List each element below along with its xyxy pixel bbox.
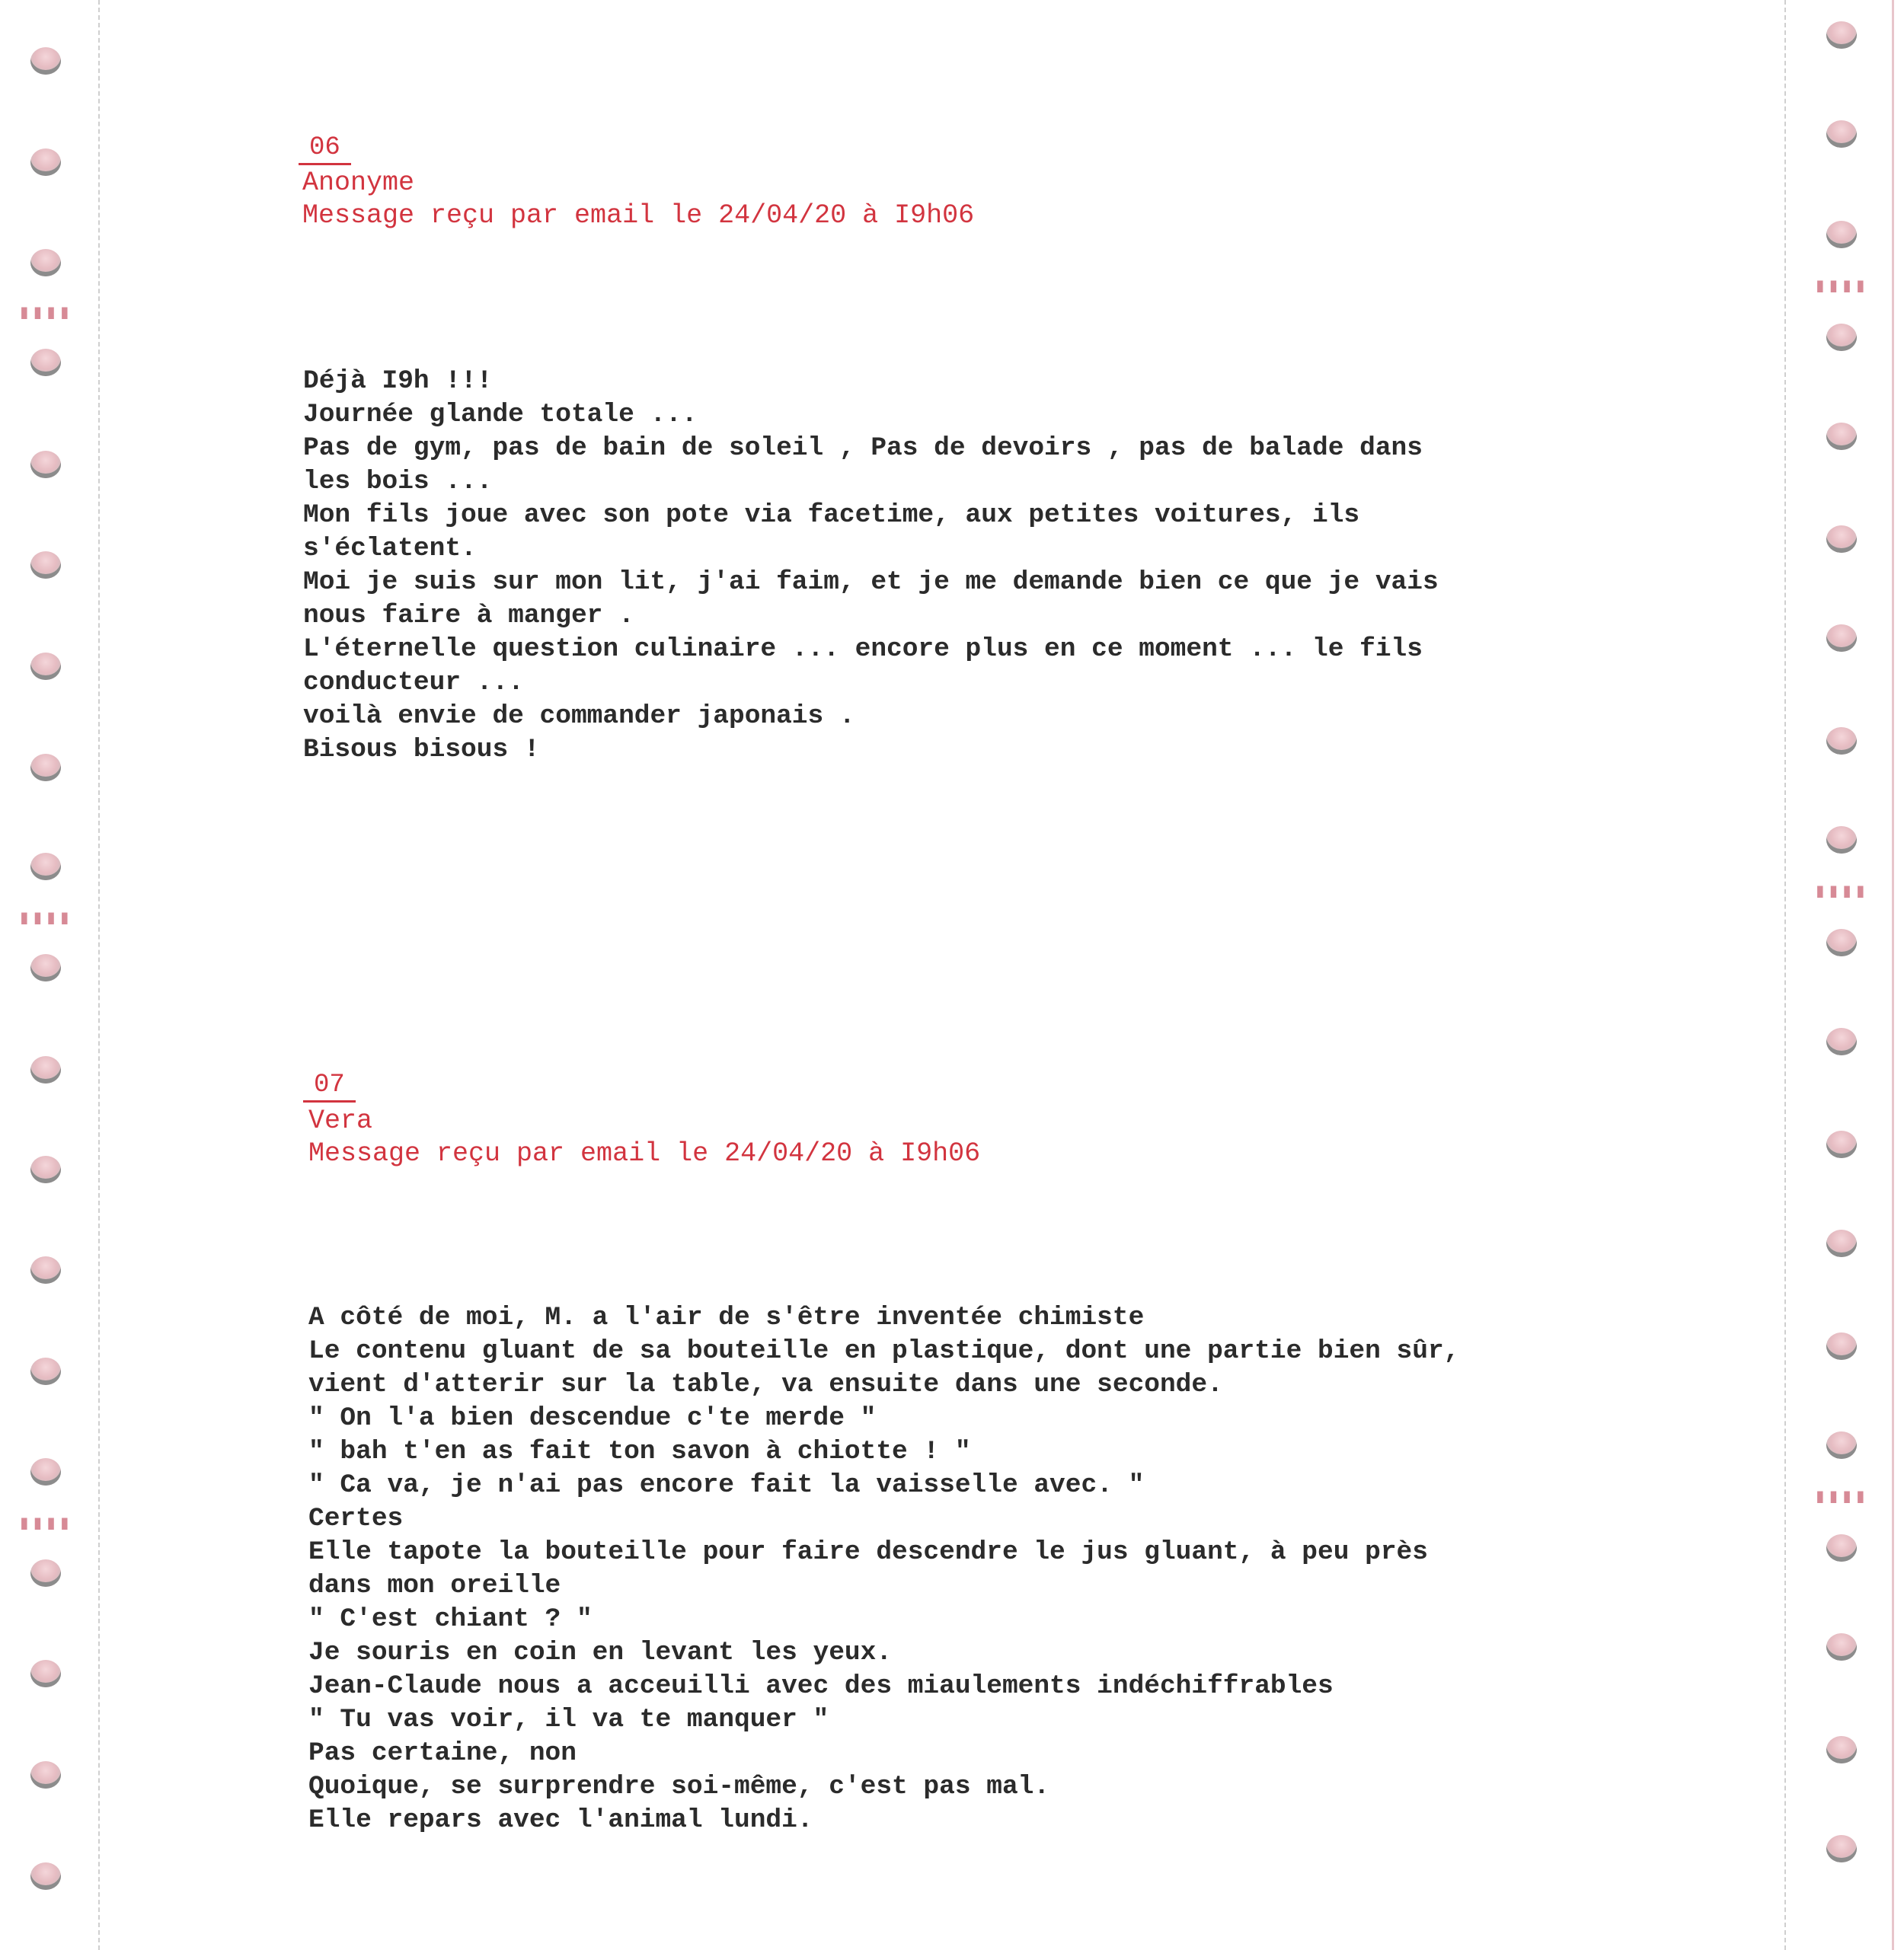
- body-line: Journée glande totale ...: [303, 400, 698, 429]
- body-line: A côté de moi, M. a l'air de s'être inventée chimiste: [308, 1303, 1145, 1332]
- sprocket-mark: ▮▮▮▮: [18, 1512, 72, 1535]
- perforation-hole: [30, 954, 61, 981]
- perforation-hole: [30, 653, 61, 680]
- body-line: les bois ...: [303, 467, 493, 496]
- perforation-hole: [30, 148, 61, 176]
- body-line: Quoique, se surprendre soi-même, c'est pas mal.: [308, 1772, 1050, 1802]
- body-line: conducteur ...: [303, 668, 524, 697]
- body-line: L'éternelle question culinaire ... encore plus en ce moment ... le fils: [303, 634, 1423, 664]
- perforation-hole: [1826, 1534, 1857, 1562]
- entry-meta: Message reçu par email le 24/04/20 à I9h06: [302, 200, 975, 231]
- perforation-hole: [1826, 1633, 1857, 1661]
- entry-number: 07: [303, 1070, 356, 1103]
- body-line: Pas de gym, pas de bain de soleil , Pas de devoirs , pas de balade dans: [303, 433, 1423, 463]
- perforation-hole: [30, 1156, 61, 1183]
- body-line: " On l'a bien descendue c'te merde ": [308, 1403, 877, 1433]
- sprocket-mark: ▮▮▮▮: [18, 302, 72, 324]
- body-line: " Ca va, je n'ai pas encore fait la vaisselle avec. ": [308, 1470, 1145, 1500]
- body-line: Déjà I9h !!!: [303, 366, 493, 396]
- perforation-hole: [30, 1559, 61, 1587]
- sprocket-mark: ▮▮▮▮: [1814, 1486, 1868, 1508]
- perforation-hole: [1826, 221, 1857, 248]
- perforation-hole: [30, 1761, 61, 1789]
- perforation-hole: [1826, 1230, 1857, 1257]
- perforation-hole: [1826, 1835, 1857, 1862]
- perforation-hole: [1826, 1332, 1857, 1360]
- perforation-hole: [30, 1458, 61, 1486]
- perforation-hole: [30, 249, 61, 276]
- left-perforation-line: [98, 0, 100, 1950]
- body-line: Elle repars avec l'animal lundi.: [308, 1805, 813, 1835]
- perforation-hole: [1826, 624, 1857, 652]
- sprocket-mark: ▮▮▮▮: [1814, 275, 1868, 298]
- perforation-hole: [30, 551, 61, 579]
- body-line: s'éclatent.: [303, 534, 477, 563]
- sprocket-mark: ▮▮▮▮: [18, 907, 72, 930]
- perforation-hole: [1826, 1431, 1857, 1459]
- perforation-hole: [1826, 1028, 1857, 1055]
- perforation-hole: [30, 754, 61, 781]
- entry-body: [303, 365, 1439, 767]
- entry-body: [308, 1301, 1459, 1837]
- perforation-hole: [1826, 1131, 1857, 1158]
- entry-author: Anonyme: [302, 168, 415, 198]
- body-line: Le contenu gluant de sa bouteille en plastique, dont une partie bien sûr,: [308, 1336, 1460, 1366]
- sprocket-mark: ▮▮▮▮: [1814, 880, 1868, 903]
- perforation-hole: [1826, 120, 1857, 148]
- perforation-hole: [30, 1660, 61, 1687]
- perforation-hole: [1826, 21, 1857, 49]
- perforation-hole: [1826, 1736, 1857, 1763]
- perforation-hole: [30, 853, 61, 880]
- entry-meta: Message reçu par email le 24/04/20 à I9h06: [308, 1138, 981, 1169]
- body-line: voilà envie de commander japonais .: [303, 701, 855, 731]
- perforation-hole: [1826, 324, 1857, 351]
- perforation-hole: [1826, 929, 1857, 956]
- perforation-hole: [1826, 727, 1857, 755]
- body-line: vient d'atterir sur la table, va ensuite dans une seconde.: [308, 1370, 1223, 1399]
- perforation-hole: [30, 451, 61, 478]
- perforation-hole: [30, 1256, 61, 1284]
- body-line: Pas certaine, non: [308, 1738, 577, 1768]
- perforation-hole: [30, 47, 61, 75]
- right-edge-line: [1892, 0, 1894, 1950]
- body-line: " bah t'en as fait ton savon à chiotte ! ": [308, 1437, 971, 1466]
- perforation-hole: [1826, 826, 1857, 854]
- perforation-hole: [30, 1056, 61, 1084]
- perforation-hole: [30, 1358, 61, 1385]
- right-perforation-line: [1784, 0, 1786, 1950]
- body-line: Certes: [308, 1504, 404, 1534]
- body-line: Elle tapote la bouteille pour faire descendre le jus gluant, à peu près: [308, 1537, 1428, 1567]
- body-line: " Tu vas voir, il va te manquer ": [308, 1705, 829, 1735]
- perforation-hole: [1826, 423, 1857, 450]
- body-line: Jean-Claude nous a acceuilli avec des miaulements indéchiffrables: [308, 1671, 1334, 1701]
- body-line: Bisous bisous !: [303, 735, 540, 764]
- body-line: nous faire à manger .: [303, 601, 634, 630]
- body-line: dans mon oreille: [308, 1571, 561, 1601]
- perforation-hole: [30, 349, 61, 376]
- body-line: " C'est chiant ? ": [308, 1604, 593, 1634]
- body-line: Moi je suis sur mon lit, j'ai faim, et je me demande bien ce que je vais: [303, 567, 1439, 597]
- entry-author: Vera: [308, 1106, 373, 1136]
- entry-number: 06: [299, 132, 351, 165]
- body-line: Mon fils joue avec son pote via facetime, aux petites voitures, ils: [303, 500, 1360, 530]
- body-line: Je souris en coin en levant les yeux.: [308, 1638, 893, 1668]
- perforation-hole: [30, 1862, 61, 1890]
- perforation-hole: [1826, 525, 1857, 553]
